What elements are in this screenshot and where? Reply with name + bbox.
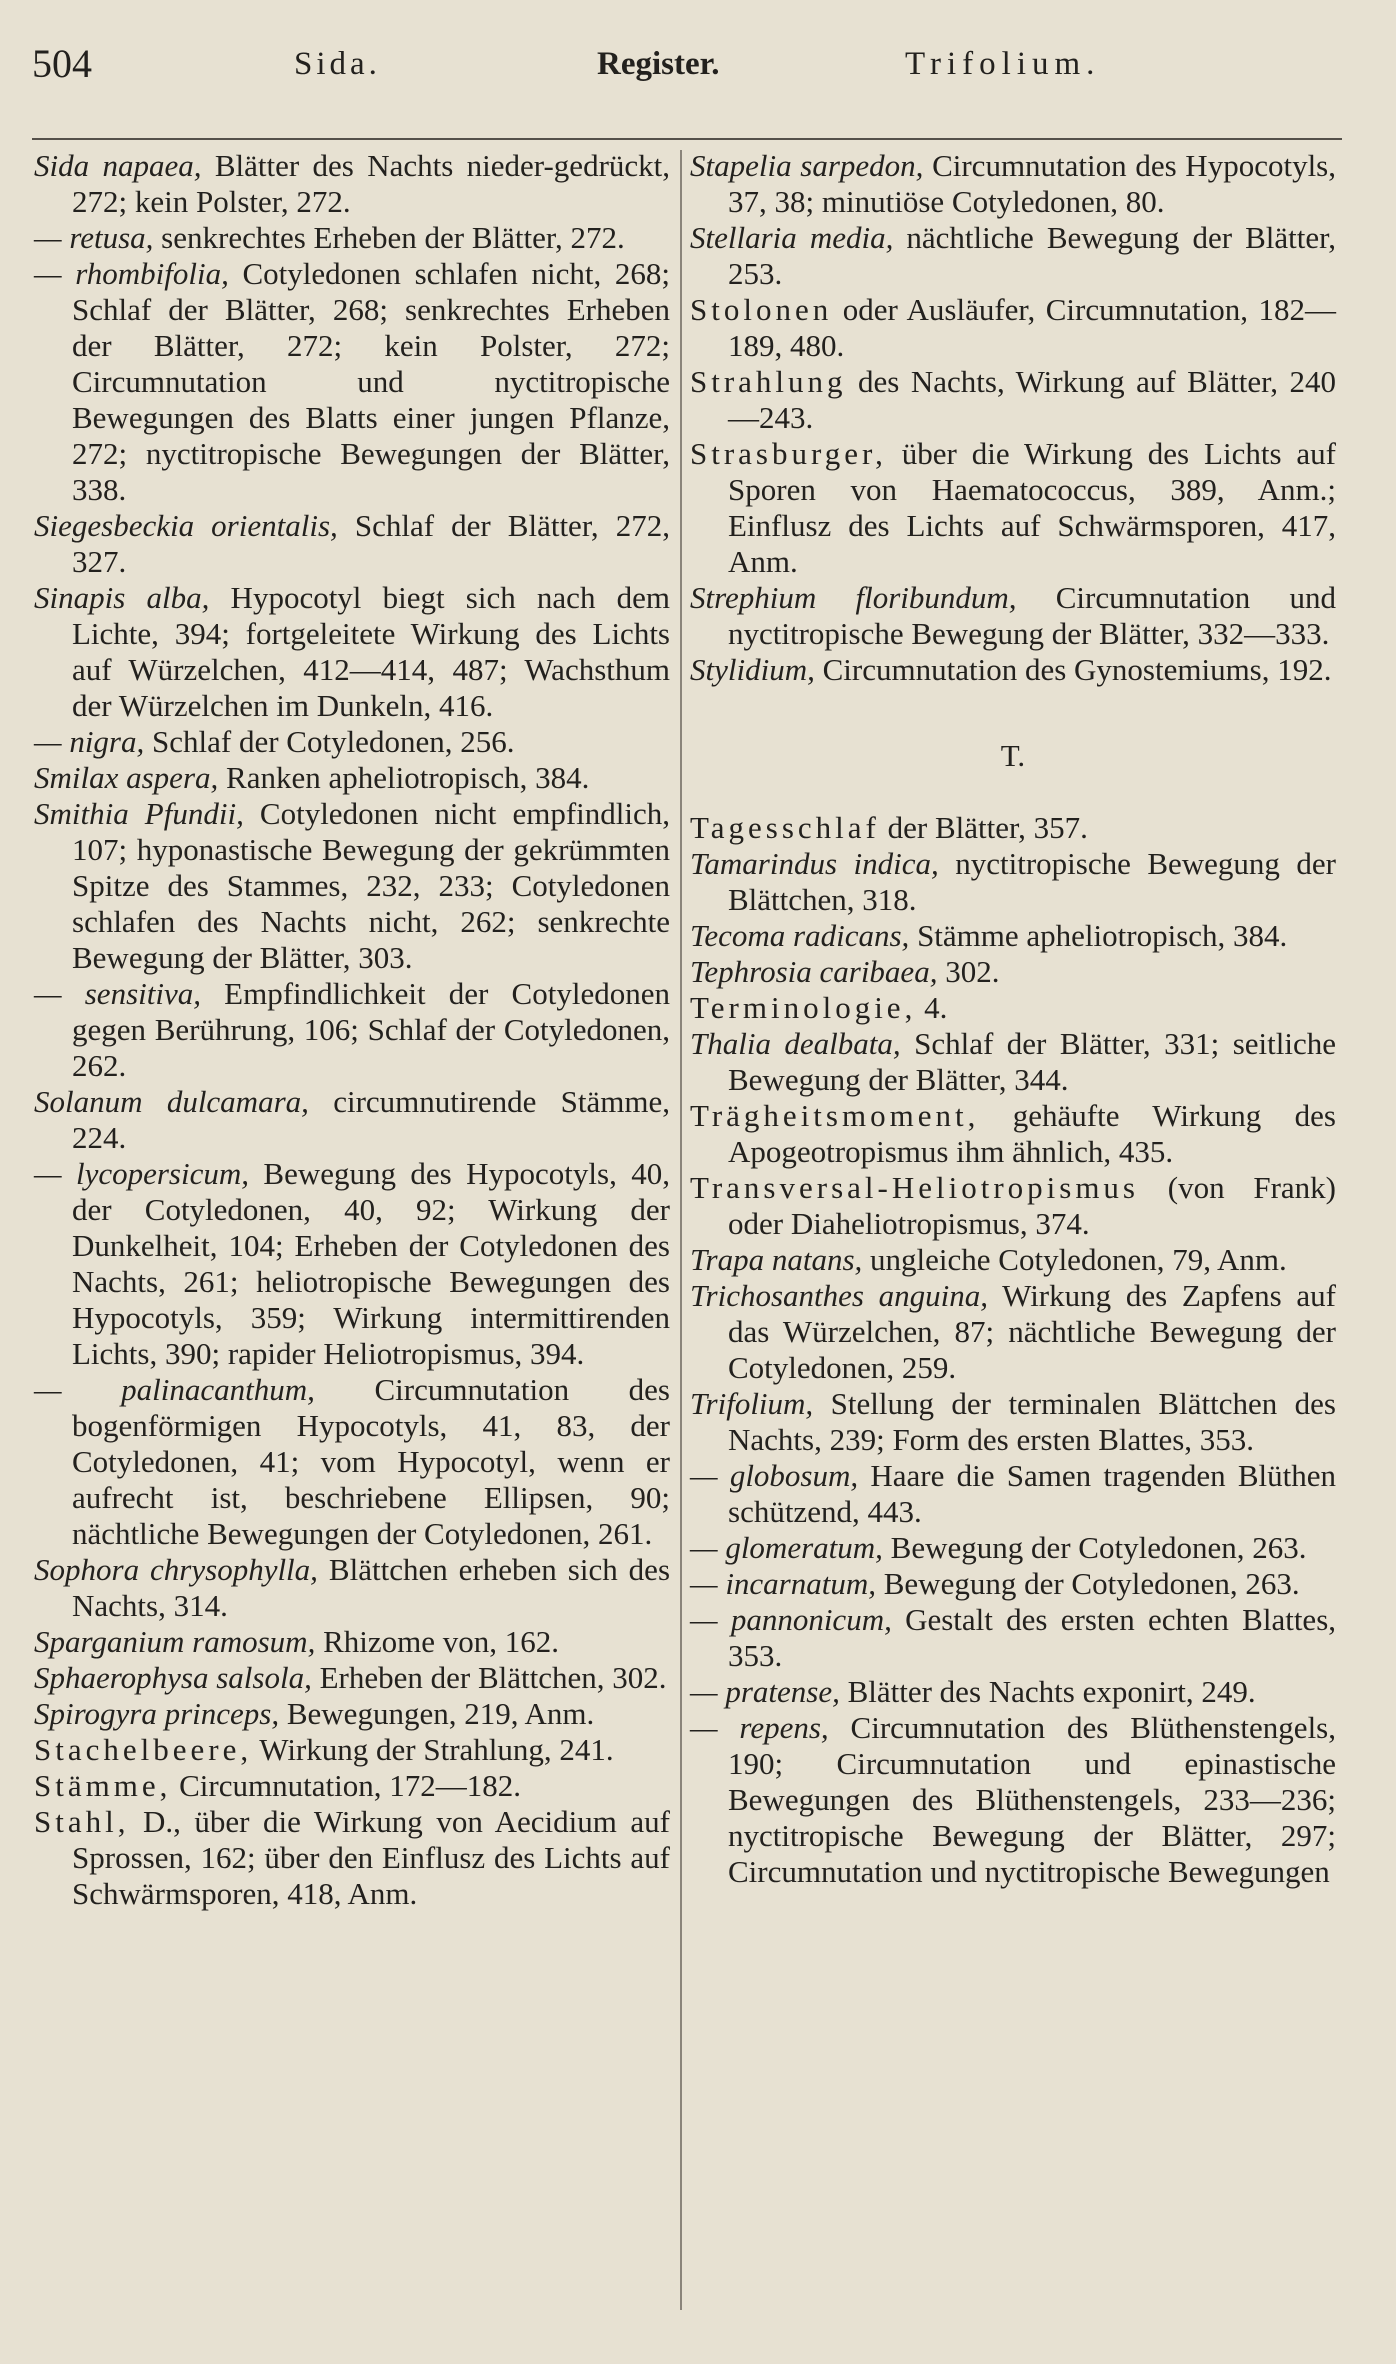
entry-keyword: Sida napaea, bbox=[34, 148, 202, 183]
entry-text: (von Frank) oder Diaheliotropismus, 374. bbox=[728, 1170, 1336, 1241]
entry-text: Schlaf der Blätter, 272, 327. bbox=[72, 508, 670, 579]
index-entry bbox=[34, 508, 670, 580]
entry-keyword: Solanum dulcamara, bbox=[34, 1084, 309, 1119]
index-entry bbox=[34, 148, 670, 220]
entry-keyword: Trägheitsmoment, bbox=[690, 1098, 980, 1133]
entry-keyword: — incarnatum, bbox=[690, 1566, 876, 1601]
entry-text: des Nachts, Wirkung auf Blätter, 240—243. bbox=[728, 364, 1336, 435]
index-entry bbox=[690, 1170, 1336, 1242]
entry-keyword: Strahlung bbox=[690, 364, 847, 399]
index-entry bbox=[690, 954, 1336, 990]
entry-keyword: Strasburger, bbox=[690, 436, 887, 471]
entry-text: Blätter des Nachts nieder-gedrückt, 272; kein Polster, 272. bbox=[72, 148, 671, 219]
index-entry bbox=[690, 1386, 1336, 1458]
entry-text: Blättchen erheben sich des Nachts, 314. bbox=[72, 1552, 671, 1623]
index-entry bbox=[34, 976, 670, 1084]
entry-text: nächtliche Bewegung der Blätter, 253. bbox=[728, 220, 1336, 291]
entry-text: circumnutirende Stämme, 224. bbox=[72, 1084, 670, 1155]
entry-text: ungleiche Cotyledonen, 79, Anm. bbox=[862, 1242, 1287, 1277]
page-number: 504 bbox=[32, 41, 92, 86]
index-entry bbox=[34, 1552, 670, 1624]
entry-text: Circumnutation des Hypocotyls, 37, 38; minutiöse Cotyledonen, 80. bbox=[728, 148, 1336, 219]
entry-text: oder Ausläufer, Circumnutation, 182—189, 480. bbox=[728, 292, 1336, 363]
entry-text: Erheben der Blättchen, 302. bbox=[311, 1660, 667, 1695]
index-entry bbox=[34, 256, 670, 508]
entry-text: Stämme apheliotropisch, 384. bbox=[909, 918, 1288, 953]
entry-keyword: Siegesbeckia orientalis, bbox=[34, 508, 338, 543]
entry-text: Stellung der terminalen Blättchen des Nachts, 239; Form des ersten Blattes, 353. bbox=[728, 1386, 1336, 1457]
index-entry bbox=[690, 652, 1336, 688]
index-entry bbox=[690, 810, 1336, 846]
index-entry bbox=[34, 1372, 670, 1552]
entry-text: Wirkung der Strahlung, 241. bbox=[252, 1732, 614, 1767]
entry-keyword: Stapelia sarpedon, bbox=[690, 148, 924, 183]
entry-keyword: Tephrosia caribaea, bbox=[690, 954, 938, 989]
index-entry bbox=[690, 1602, 1336, 1674]
index-entry bbox=[34, 220, 670, 256]
entry-text: Circumnutation des bogenförmigen Hypocotyls, 41, 83, der Cotyledonen, 41; vom Hypocotyl, wenn er aufrecht ist, beschriebene Ellipsen, 90; nächtliche Bewegungen der Cotyledonen, 261. bbox=[72, 1372, 670, 1551]
index-entry bbox=[34, 1768, 670, 1804]
section-s-entries bbox=[690, 148, 1336, 688]
entry-keyword: Thalia dealbata, bbox=[690, 1026, 901, 1061]
index-entry bbox=[690, 436, 1336, 580]
entry-text: Hypocotyl biegt sich nach dem Lichte, 394; fortgeleitete Wirkung des Lichts auf Würzelchen, 412—414, 487; Wachsthum der Würzelchen im Dunkeln, 416. bbox=[72, 580, 671, 723]
entry-text: Circumnutation, 172—182. bbox=[171, 1768, 521, 1803]
entry-text: Bewegung der Cotyledonen, 263. bbox=[882, 1530, 1307, 1565]
index-entry bbox=[690, 1530, 1336, 1566]
left-running-head: Sida. bbox=[294, 46, 381, 82]
entry-text: Circumnutation des Blüthenstengels, 190; Circumnutation und epinastische Bewegungen des Blüthenstengels, 233—236; nyctitropische Bewegung der Blätter, 297; Circumnutation und nyctitropische Bewegungen bbox=[728, 1710, 1336, 1889]
index-entry bbox=[690, 1278, 1336, 1386]
entry-keyword: — glomeratum, bbox=[690, 1530, 883, 1565]
index-entry bbox=[34, 1084, 670, 1156]
entry-keyword: Tamarindus indica, bbox=[690, 846, 939, 881]
entry-text: Schlaf der Blätter, 331; seitliche Bewegung der Blätter, 344. bbox=[728, 1026, 1336, 1097]
entry-text: Schlaf der Cotyledonen, 256. bbox=[144, 724, 515, 759]
entry-text: Bewegung der Cotyledonen, 263. bbox=[876, 1566, 1300, 1601]
entry-text: Blätter des Nachts exponirt, 249. bbox=[839, 1674, 1256, 1709]
index-entry bbox=[690, 918, 1336, 954]
entry-keyword: Sophora chrysophylla, bbox=[34, 1552, 318, 1587]
entry-keyword: — repens, bbox=[690, 1710, 829, 1745]
entry-text: D., über die Wirkung von Aecidium auf Sprossen, 162; über den Einflusz des Lichts auf Schwärmsporen, 418, Anm. bbox=[72, 1804, 670, 1911]
index-entry bbox=[34, 760, 670, 796]
index-entry bbox=[34, 1804, 670, 1912]
entry-keyword: Trifolium, bbox=[690, 1386, 814, 1421]
section-t-entries bbox=[690, 810, 1336, 1890]
entry-keyword: Stellaria media, bbox=[690, 220, 894, 255]
entry-text: der Blätter, 357. bbox=[879, 810, 1088, 845]
entry-text: Haare die Samen tragenden Blüthen schützend, 443. bbox=[728, 1458, 1336, 1529]
entry-keyword: Trapa natans, bbox=[690, 1242, 863, 1277]
right-running-head: Trifolium. bbox=[905, 46, 1101, 82]
entry-text: Bewegung des Hypocotyls, 40, der Cotyledonen, 40, 92; Wirkung der Dunkelheit, 104; Erheben der Cotyledonen des Nachts, 261; heliotropische Bewegungen des Hypocotyls, 359; Wirkung intermittirenden Lichts, 390; rapider Heliotropismus, 394. bbox=[72, 1156, 671, 1371]
entry-keyword: Transversal-Heliotropismus bbox=[690, 1170, 1139, 1205]
section-letter: T. bbox=[1000, 738, 1026, 773]
index-entry bbox=[690, 1458, 1336, 1530]
entry-keyword: Tecoma radicans, bbox=[690, 918, 910, 953]
entry-text: Ranken apheliotropisch, 384. bbox=[218, 760, 590, 795]
index-entry bbox=[690, 1242, 1336, 1278]
entry-text: Cotyledonen schlafen nicht, 268; Schlaf der Blätter, 268; senkrechtes Erheben der Blätter, 272; kein Polster, 272; Circumnutation und nyctitropische Bewegungen des Blatts einer jungen Pflanze, 272; nyctitropische Bewegungen der Blätter, 338. bbox=[72, 256, 671, 507]
entry-keyword: Stämme, bbox=[34, 1768, 172, 1803]
entry-text: Bewegungen, 219, Anm. bbox=[279, 1696, 595, 1731]
entry-keyword: — retusa, bbox=[34, 220, 154, 255]
entry-text: 302. bbox=[937, 954, 1000, 989]
page-title: Register. bbox=[597, 46, 720, 82]
index-entry bbox=[34, 796, 670, 976]
entry-text: Gestalt des ersten echten Blattes, 353. bbox=[728, 1602, 1337, 1673]
index-entry bbox=[34, 1660, 670, 1696]
left-column bbox=[34, 148, 670, 1912]
entry-text: über die Wirkung des Lichts auf Sporen von Haematococcus, 389, Anm.; Einflusz des Lichts auf Schwärmsporen, 417, Anm. bbox=[728, 436, 1336, 579]
entry-keyword: Sphaerophysa salsola, bbox=[34, 1660, 312, 1695]
entry-keyword: Sparganium ramosum, bbox=[34, 1624, 316, 1659]
entry-keyword: Sinapis alba, bbox=[34, 580, 210, 615]
index-entry bbox=[690, 1674, 1336, 1710]
entry-keyword: Stylidium, bbox=[690, 652, 815, 687]
entry-keyword: Smilax aspera, bbox=[34, 760, 219, 795]
entry-text: nyctitropische Bewegung der Blättchen, 318. bbox=[728, 846, 1336, 917]
entry-keyword: — rhombifolia, bbox=[34, 256, 229, 291]
header-rule bbox=[32, 138, 1342, 140]
column-divider bbox=[680, 150, 682, 2310]
entry-keyword: — pratense, bbox=[690, 1674, 840, 1709]
index-entry bbox=[690, 1710, 1336, 1890]
entry-keyword: Terminologie, bbox=[690, 990, 917, 1025]
index-entry bbox=[34, 1156, 670, 1372]
entry-keyword: Strephium floribundum, bbox=[690, 580, 1017, 615]
entry-keyword: Stolonen bbox=[690, 292, 833, 327]
index-entry bbox=[690, 1098, 1336, 1170]
entry-text: Cotyledonen nicht empfindlich, 107; hyponastische Bewegung der gekrümmten Spitze des Stammes, 232, 233; Cotyledonen schlafen des Nachts nicht, 262; senkrechte Bewegung der Blätter, 303. bbox=[72, 796, 670, 975]
entry-keyword: — palinacanthum, bbox=[34, 1372, 315, 1407]
entry-text: Empfindlichkeit der Cotyledonen gegen Berührung, 106; Schlaf der Cotyledonen, 262. bbox=[72, 976, 670, 1083]
entry-keyword: — nigra, bbox=[34, 724, 145, 759]
index-entry bbox=[690, 990, 1336, 1026]
index-entry bbox=[34, 1732, 670, 1768]
entry-keyword: Stachelbeere, bbox=[34, 1732, 253, 1767]
entry-keyword: Stahl, bbox=[34, 1804, 130, 1839]
entry-keyword: — pannonicum, bbox=[690, 1602, 892, 1637]
right-column bbox=[690, 148, 1336, 1890]
entry-text: 4. bbox=[916, 990, 948, 1025]
entry-keyword: — globosum, bbox=[690, 1458, 859, 1493]
index-entry bbox=[690, 364, 1336, 436]
index-entry bbox=[690, 580, 1336, 652]
entry-keyword: Tagesschlaf bbox=[690, 810, 880, 845]
index-entry bbox=[34, 724, 670, 760]
index-entry bbox=[690, 1026, 1336, 1098]
index-entry bbox=[690, 292, 1336, 364]
entry-text: Circumnutation und nyctitropische Bewegung der Blätter, 332—333. bbox=[728, 580, 1336, 651]
index-entry bbox=[34, 1696, 670, 1732]
entry-keyword: Smithia Pfundii, bbox=[34, 796, 244, 831]
index-entry bbox=[34, 1624, 670, 1660]
entry-text: senkrechtes Erheben der Blätter, 272. bbox=[153, 220, 625, 255]
index-entry bbox=[34, 580, 670, 724]
index-entry bbox=[690, 1566, 1336, 1602]
entry-keyword: — sensitiva, bbox=[34, 976, 201, 1011]
running-header bbox=[32, 40, 1366, 110]
entry-text: gehäufte Wirkung des Apogeotropismus ihm ähnlich, 435. bbox=[728, 1098, 1336, 1169]
entry-text: Circumnutation des Gynostemiums, 192. bbox=[814, 652, 1332, 687]
entry-keyword: Trichosanthes anguina, bbox=[690, 1278, 989, 1313]
entry-keyword: — lycopersicum, bbox=[34, 1156, 250, 1191]
entry-keyword: Spirogyra princeps, bbox=[34, 1696, 280, 1731]
entry-text: Wirkung des Zapfens auf das Würzelchen, 87; nächtliche Bewegung der Cotyledonen, 259. bbox=[728, 1278, 1336, 1385]
index-entry bbox=[690, 148, 1336, 220]
index-entry bbox=[690, 220, 1336, 292]
entry-text: Rhizome von, 162. bbox=[315, 1624, 559, 1659]
index-entry bbox=[690, 846, 1336, 918]
